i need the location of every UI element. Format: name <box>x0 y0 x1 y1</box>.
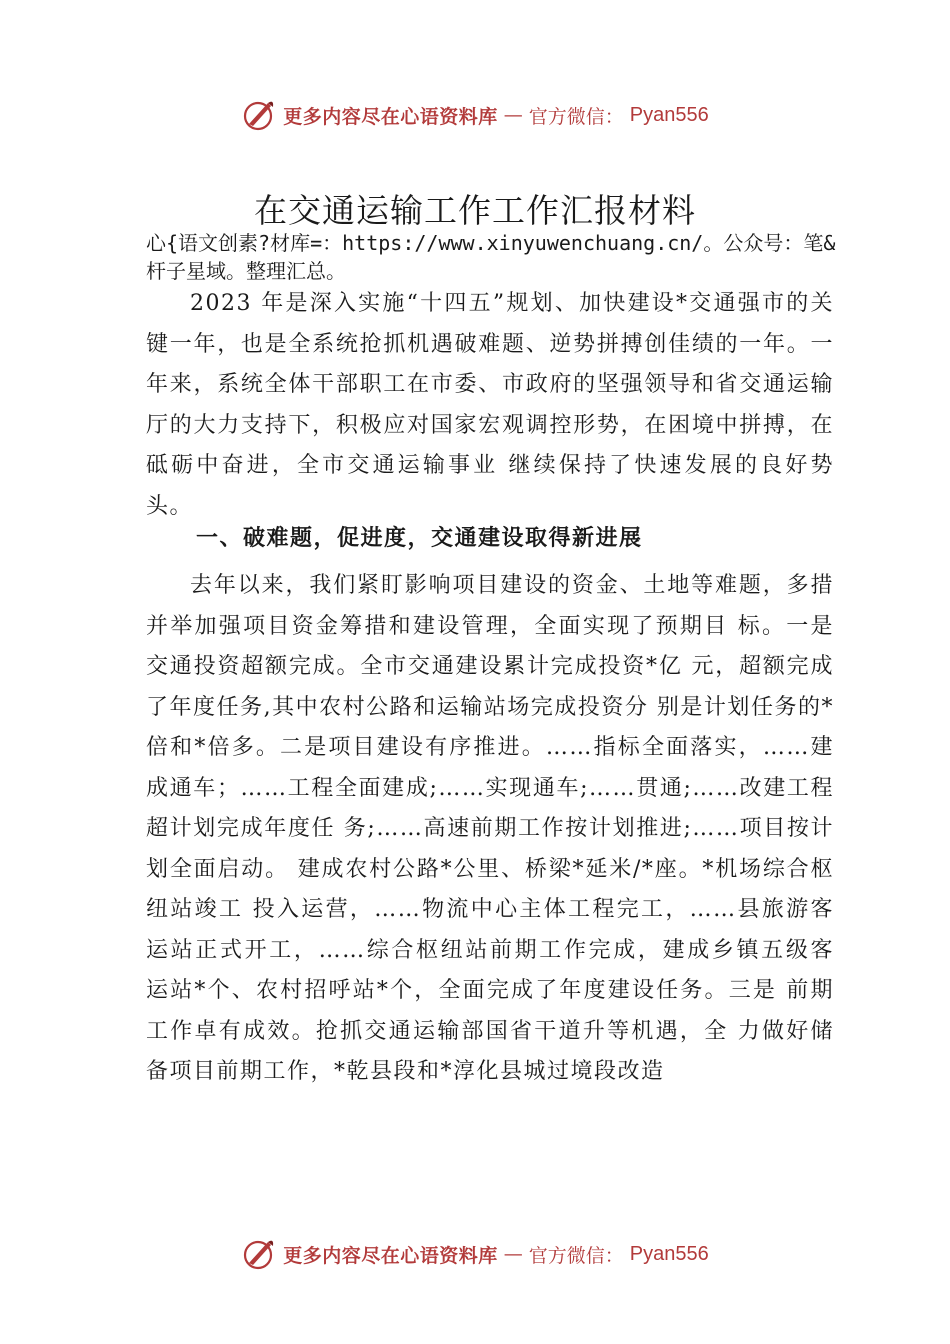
watermark-text: 更多内容尽在心语资料库 <box>283 105 498 128</box>
paragraph-intro <box>146 284 834 527</box>
paragraph-text: 去年以来，我们紧盯影响项目建设的资金、土地等难题，多措并举加强项目资金筹措和建设管理，全面实现了预期目 标。一是交通投资超额完成。全市交通建设累计完成投资*亿 元，超额完成了年度任务,其中农村公路和运输站场完成投资分 别是计划任务的*倍和*倍多。二是项目建设有序推进。……指标全面落实，……建成通车；……工程全面建成;……实现通车;……贯通;……改建工程超计划完成年度任 务;……高速前期工作按计划推进;……项目按计划全面启动。 建成农村公路*公里、桥梁*延米/*座。*机场综合枢纽站竣工 投入运营，……物流中心主体工程完工，……县旅游客运站正式开工，……综合枢纽站前期工作完成，建成乡镇五级客 运站*个、农村招呼站*个，全面完成了年度建设任务。三是 前期工作卓有成效。抢抓交通运输部国省干道升等机遇，全 力做好储备项目前期工作，*乾县段和*淳化县城过境段改造 <box>146 573 834 1084</box>
watermark-dash: — <box>503 104 523 126</box>
quill-logo-icon <box>241 1236 277 1272</box>
paragraph-section-1 <box>146 566 834 1093</box>
watermark-banner-bottom <box>0 1234 950 1274</box>
watermark-label: 官方微信： <box>528 1244 624 1267</box>
paragraph-text: 2023 年是深入实施“十四五”规划、加快建设*交通强市的关键一年，也是全系统抢抓机遇破难题、逆势拼搏创佳绩的一年。一年来，系统全体干部职工在市委、市政府的坚强领导和省交通运输厅的大力支持下，积极应对国家宏观调控形势，在困境中拼搏，在砥砺中奋进，全市交通运输事业 继续保持了快速发展的良好势头。 <box>146 291 834 519</box>
section-heading: 一、破难题，促进度，交通建设取得新进展 <box>196 526 643 551</box>
document-title: 在交通运输工作工作汇报材料 <box>254 191 696 230</box>
watermark-text: 更多内容尽在心语资料库 <box>283 1244 498 1267</box>
watermark-wechat-id: Pyan556 <box>629 1242 709 1265</box>
watermark-wechat-id: Pyan556 <box>629 103 709 126</box>
quill-logo-icon <box>241 97 277 133</box>
watermark-banner-top <box>0 95 950 135</box>
source-note: 心{语文创素?材库=：https://www.xinyuwenchuang.cn/。公众号：笔&杆子星域。整理汇总。 <box>146 231 836 283</box>
watermark-label: 官方微信： <box>528 105 624 128</box>
watermark-dash: — <box>503 1243 523 1265</box>
